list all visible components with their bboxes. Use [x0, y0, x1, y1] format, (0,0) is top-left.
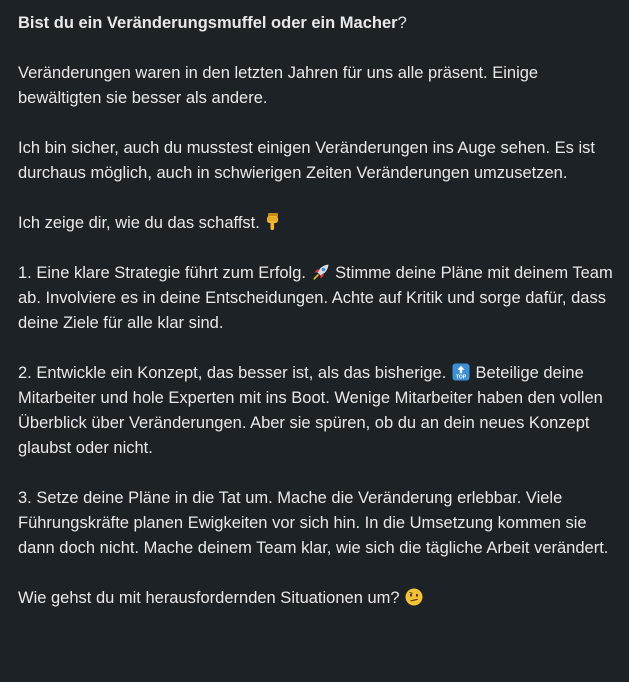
- point-1-paragraph: [18, 261, 613, 336]
- top-arrow-icon: [452, 363, 470, 381]
- confused-face-icon: [405, 588, 423, 606]
- intro-paragraph-3: [18, 211, 613, 236]
- backhand-index-pointing-down-icon: [265, 212, 280, 231]
- point-1-text-a: 1. Eine klare Strategie führt zum Erfolg.: [18, 264, 306, 282]
- intro-paragraph-3-text: Ich zeige dir, wie du das schaffst.: [18, 214, 260, 232]
- top-arrow-icon-label: TOP: [455, 374, 467, 381]
- rocket-icon: [312, 263, 330, 281]
- post-title-question-mark: ?: [397, 14, 407, 32]
- point-1-text-b: Stimme deine Pläne mit deinem Team ab. Involviere es in deine Entscheidungen. Achte auf Kritik und sorge dafür, dass deine Ziele für alle klar sind.: [18, 264, 613, 332]
- intro-paragraph-2: Ich bin sicher, auch du musstest einigen Veränderungen ins Auge sehen. Es ist durchaus möglich, auch in schwierigen Zeiten Veränderungen umzusetzen.: [18, 139, 595, 182]
- post-title: [18, 11, 613, 36]
- point-2-text-a: 2. Entwickle ein Konzept, das besser ist, als das bisherige.: [18, 364, 447, 382]
- intro-paragraph-1: Veränderungen waren in den letzten Jahren für uns alle präsent. Einige bewältigten sie besser als andere.: [18, 64, 539, 107]
- point-2-text-b: Beteilige deine Mitarbeiter und hole Experten mit ins Boot. Wenige Mitarbeiter haben den vollen Überblick über Veränderungen. Aber sie spüren, ob du an dein neues Konzept glaubst oder nicht.: [18, 364, 603, 457]
- closing-text: Wie gehst du mit herausfordernden Situationen um?: [18, 589, 400, 607]
- point-2-paragraph: [18, 361, 613, 461]
- closing-paragraph: [18, 586, 613, 611]
- point-3-paragraph: 3. Setze deine Pläne in die Tat um. Mache die Veränderung erlebbar. Viele Führungskräfte planen Ewigkeiten vor sich hin. In die Umsetzung kommen sie dann doch nicht. Mache deinem Team klar, wie sich die tägliche Arbeit verändert.: [18, 489, 609, 557]
- post-title-bold: Bist du ein Veränderungsmuffel oder ein Macher: [18, 14, 398, 32]
